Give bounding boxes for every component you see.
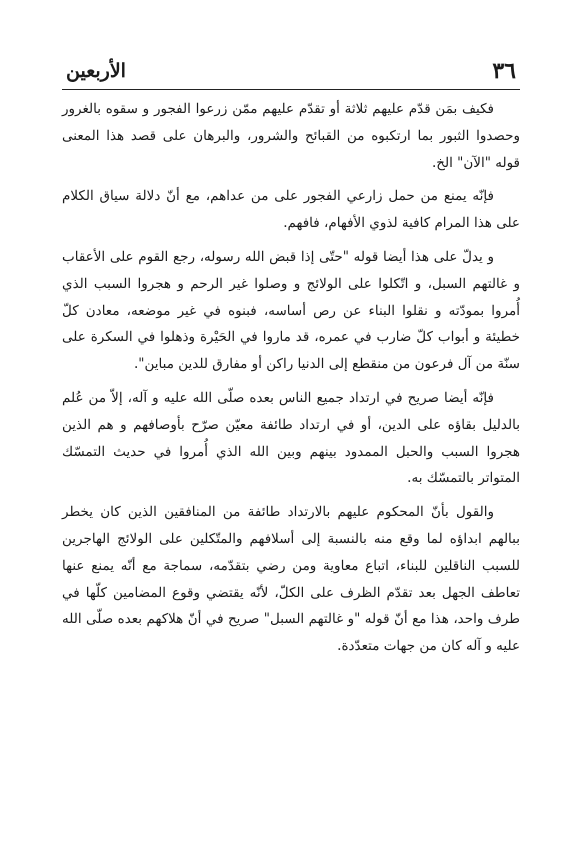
paragraph: و يدلّ على هذا أيضا قوله "حتّى إذا قبض الله رسوله، رجع القوم على الأعقاب و غالتهم السبل، و اتّكلوا على الولائج و وصلوا غير الرحم و هجروا السبب الذي أُمروا بمودّته و نقلوا البناء عن رص أساسه، فبنوه في غير موضعه، معادن كلّ خطيئة و أبواب كلّ ضارب في عمره، قد ماروا في الحَيْرة وذهلوا في السكرة على سنّة من آل فرعون من منقطع إلى الدنيا راكن أو مفارق للدين مباين".: [62, 248, 520, 373]
paragraph: والقول بأنّ المحكوم عليهم بالارتداد طائفة من المنافقين الذين كان يخطر ببالهم ابداؤه لما وقع منه بالنسبة إلى أسلافهم والمتّكلين على الولائج الهاجرين للسبب الناقلين للبناء، اتباع معاوية ومن رضي بتقدّمه، سماجة مع أنّه يمنع عنها تعاطف الجهل بعد تقدّم الظرف على الكلّ، لأنّه يقتضي وقوع المضامين كلّها في طرف واحد، هذا مع أنّ قوله "و غالتهم السبل" صريح في أنّ هلاكهم بعده صلّى الله عليه و آله كان من جهات متعدّدة.: [62, 504, 520, 655]
paragraph: فإنّه أيضا صريح في ارتداد جميع الناس بعده صلّى الله عليه و آله، إلاّ من عُلم بالدليل بقاؤه على الدين، أو في ارتداد طائفة معيّن صرّح بأوصافهم و هم الذين هجروا السبب والحبل الممدود بينهم وبين الله الذي أُمروا في حديث التمسّك المتواتر بالتمسّك به.: [62, 389, 520, 487]
running-title: الأربعين: [66, 60, 126, 82]
page-header: [62, 56, 520, 86]
paragraph: فكيف بمَن قدّم عليهم ثلاثة أو تقدّم عليهم ممّن زرعوا الفجور و سقوه بالغرور وحصدوا الثبور بما ارتكبوه من القبائح والشرور، والبرهان على قصد هذا المعنى قوله "الآن" الخ.: [62, 101, 520, 171]
body-text: [62, 96, 520, 667]
header-divider: [62, 89, 520, 90]
page-number: ٣٦: [492, 58, 516, 84]
paragraph: فإنّه يمنع من حمل زارعي الفجور على من عداهم، مع أنّ دلالة سياق الكلام على هذا المرام كافية لذوي الأفهام، فافهم.: [62, 188, 520, 232]
